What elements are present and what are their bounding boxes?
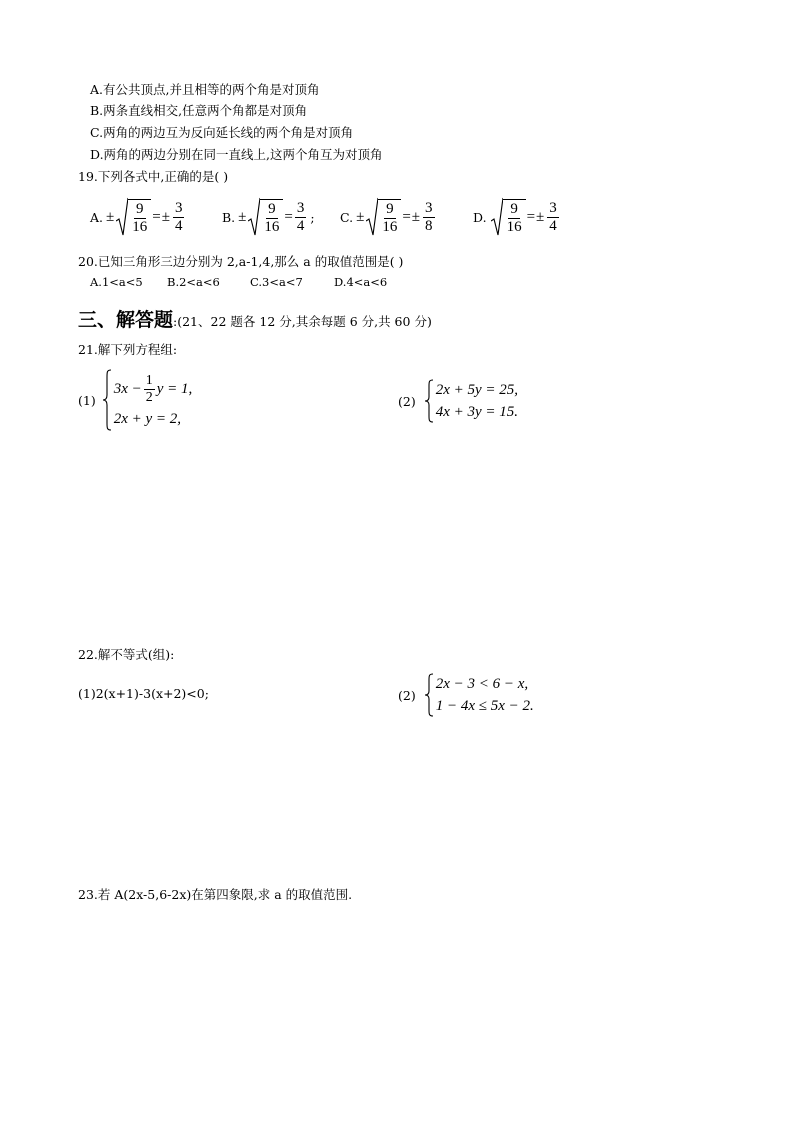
- q19-d-rad-num: 9: [510, 201, 518, 217]
- q18-option-a: A.有公共顶点,并且相等的两个角是对顶角: [90, 82, 320, 97]
- q20-option-a: A.1<a<5: [90, 275, 143, 289]
- q19-option-c: [340, 197, 435, 237]
- q21-p1-line2: 2x + y = 2,: [113, 411, 182, 427]
- q21-p1-frac-num: 1: [145, 372, 153, 388]
- q22-p2-line2: 1 − 4x ≤ 5x − 2.: [435, 698, 534, 714]
- q22-part-1: (1)2(x+1)-3(x+2)<0;: [78, 686, 209, 701]
- q22-part-2: [398, 673, 534, 717]
- q19-c-sqrt: [366, 197, 401, 237]
- q19-d-eq: =: [526, 208, 536, 225]
- q19-d-sqrt: [491, 197, 526, 237]
- q21-p1-frac-den: 2: [145, 389, 153, 405]
- q19-a-rad-den: 16: [132, 219, 148, 235]
- q19-c-rad-num: 9: [386, 201, 394, 217]
- q19-option-b: [222, 197, 315, 237]
- q19-b-res-num: 3: [296, 199, 305, 216]
- q19-d-pm2: ±: [536, 208, 545, 225]
- q22-p2-label: (2): [398, 687, 416, 703]
- q19-d-label: D.: [473, 209, 487, 225]
- q20-option-c: C.3<a<7: [250, 275, 303, 289]
- q19-a-sqrt: [116, 197, 151, 237]
- q19-a-pm2: ±: [161, 208, 170, 225]
- q19-b-rad-num: 9: [268, 201, 276, 217]
- q19-option-a: [90, 197, 184, 237]
- q21-p2-line1: 2x + 5y = 25,: [435, 382, 519, 398]
- q19-d-res-den: 4: [549, 217, 557, 234]
- q19-c-rad-den: 16: [382, 219, 398, 235]
- q22-stem: 22.解不等式(组):: [78, 647, 175, 662]
- q19-c-label: C.: [340, 209, 354, 225]
- q19-option-d: [473, 197, 559, 237]
- q22-p2-brace-icon: [424, 673, 434, 717]
- q19-c-res-den: 8: [425, 217, 433, 234]
- q19-a-res-den: 4: [174, 217, 183, 234]
- q21-p1-brace-icon: [102, 369, 112, 431]
- q19-a-res-num: 3: [174, 199, 183, 216]
- q21-p1-line1-b: y = 1,: [156, 380, 193, 397]
- q20-option-b: B.2<a<6: [167, 275, 220, 289]
- q19-a-pm1: ±: [106, 208, 115, 225]
- q18-option-c: C.两角的两边互为反向延长线的两个角是对顶角: [90, 125, 354, 140]
- q19-c-eq: =: [402, 208, 411, 225]
- q19-b-label: B.: [222, 209, 236, 225]
- section-3-heading: [78, 305, 432, 332]
- q19-b-rad-den: 16: [264, 219, 280, 235]
- section-3-note: :(21、22 题各 12 分,其余每题 6 分,共 60 分): [173, 314, 432, 329]
- q19-stem: 19.下列各式中,正确的是( ): [78, 169, 229, 184]
- q21-p1-label: (1): [78, 392, 96, 408]
- q21-part-1: [78, 369, 192, 431]
- q19-b-pm1: ±: [238, 208, 247, 225]
- q19-a-eq: =: [152, 208, 161, 225]
- q21-part-2: [398, 379, 518, 423]
- q19-c-pm2: ±: [411, 208, 421, 225]
- q19-a-rad-num: 9: [136, 201, 144, 217]
- section-3-title: 三、解答题: [78, 309, 174, 331]
- q21-p2-brace-icon: [424, 379, 434, 423]
- q22-p2-line1: 2x − 3 < 6 − x,: [435, 676, 529, 692]
- q20-option-d: D.4<a<6: [334, 275, 388, 289]
- q18-option-b: B.两条直线相交,任意两个角都是对顶角: [90, 103, 308, 118]
- q19-c-res-num: 3: [425, 199, 433, 216]
- q19-d-res-num: 3: [549, 199, 557, 216]
- q21-p1-line1-a: 3x −: [113, 380, 142, 397]
- q19-b-sqrt: [248, 197, 283, 237]
- q18-option-d: D.两角的两边分别在同一直线上,这两个角互为对顶角: [90, 147, 383, 162]
- q19-c-pm1: ±: [356, 208, 365, 225]
- q19-b-res-den: 4: [296, 217, 305, 234]
- q23-stem: 23.若 A(2x-5,6-2x)在第四象限,求 a 的取值范围.: [78, 887, 353, 902]
- q19-b-tail: ;: [310, 209, 315, 225]
- q20-stem: 20.已知三角形三边分别为 2,a-1,4,那么 a 的取值范围是( ): [78, 254, 404, 269]
- q21-p2-label: (2): [398, 393, 416, 409]
- q21-stem: 21.解下列方程组:: [78, 342, 178, 357]
- q21-p2-line2: 4x + 3y = 15.: [435, 404, 519, 420]
- q19-d-rad-den: 16: [506, 219, 522, 235]
- q19-a-label: A.: [90, 209, 104, 225]
- q19-b-eq: =: [284, 208, 293, 225]
